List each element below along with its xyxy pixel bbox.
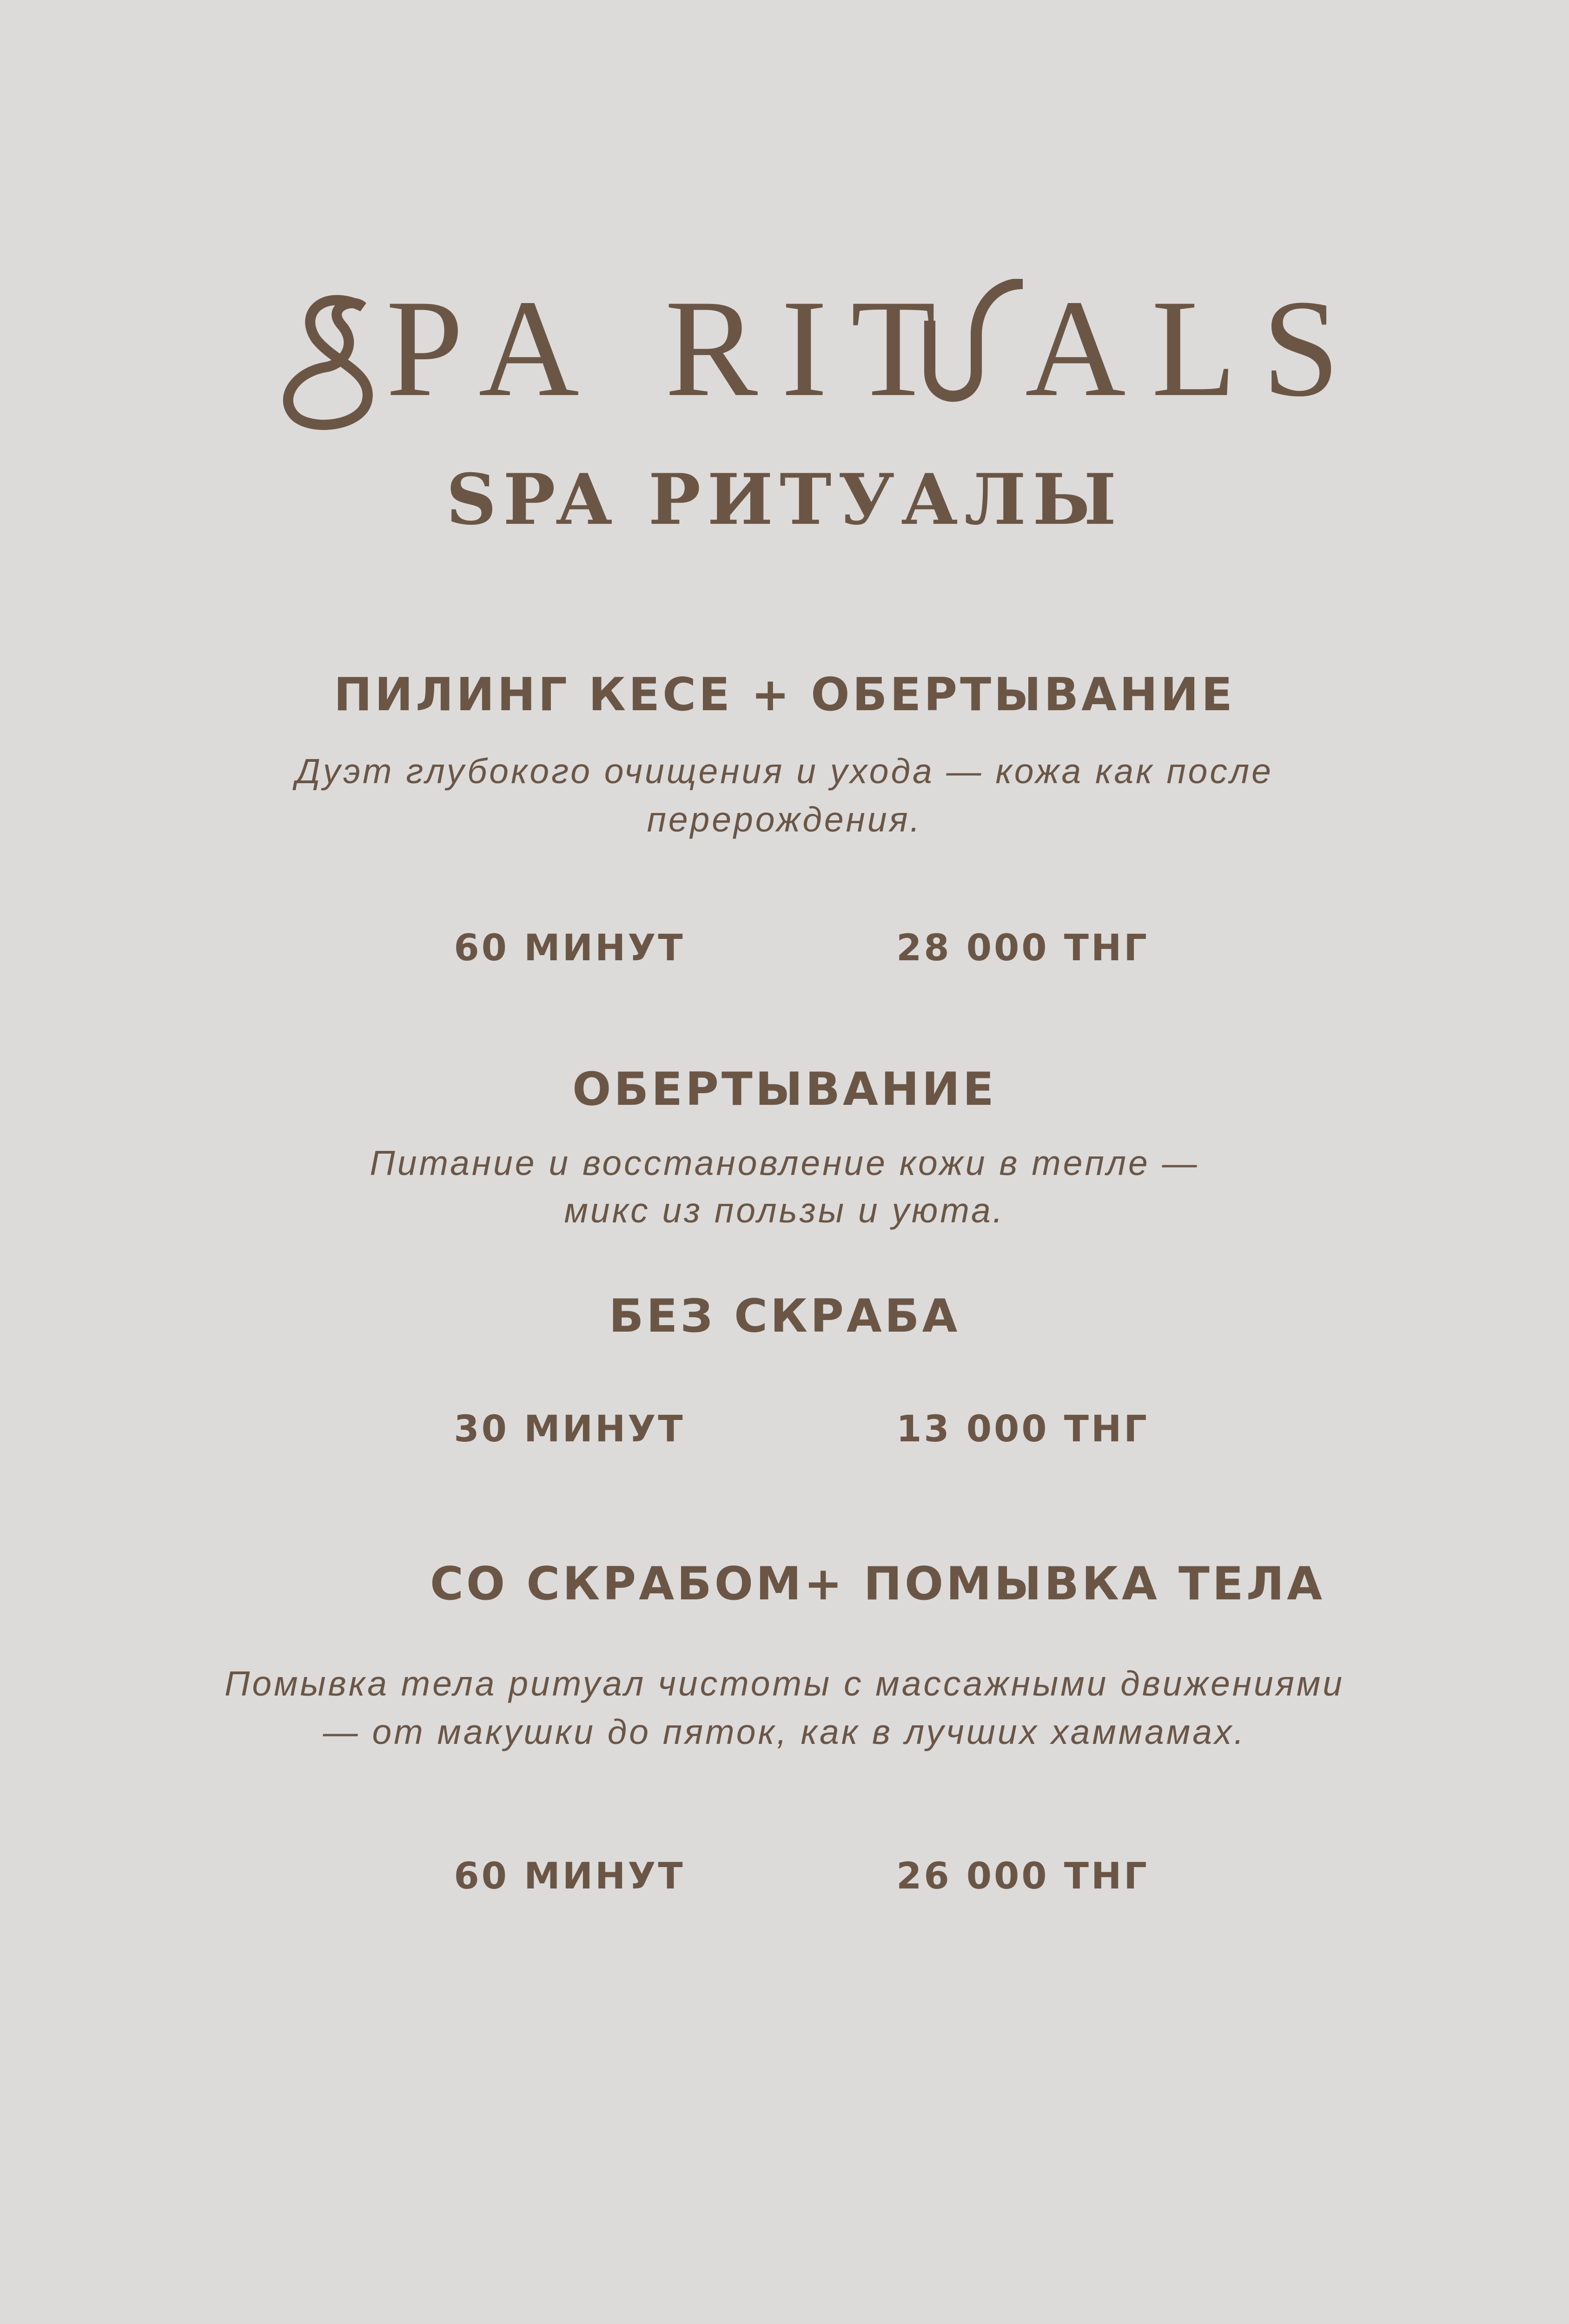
service-description-line: — от макушки до пяток, как в лучших хаммамах.: [323, 1712, 1246, 1751]
service-description-line: Дуэт глубокого очищения и ухода — кожа как после: [296, 752, 1273, 791]
service-duration: 60 МИНУТ: [454, 1855, 685, 1897]
svg-text:ALS: ALS: [1025, 279, 1365, 425]
service-duration: 30 МИНУТ: [454, 1408, 685, 1450]
page-subtitle: SPA РИТУАЛЫ: [446, 459, 1123, 541]
service-title: СО СКРАБОМ+ ПОМЫВКА ТЕЛА: [430, 1558, 1325, 1611]
service-description-line: Питание и восстановление кожи в тепле —: [370, 1143, 1199, 1182]
service-subtitle: БЕЗ СКРАБА: [609, 1290, 960, 1343]
spa-rituals-logo: [0, 279, 1569, 437]
service-title: ПИЛИНГ КЕСЕ + ОБЕРТЫВАНИЕ: [334, 668, 1235, 721]
service-price: 26 000 ТНГ: [896, 1855, 1149, 1897]
service-price: 28 000 ТНГ: [896, 927, 1149, 969]
service-description-line: микс из пользы и уюта.: [564, 1191, 1005, 1230]
service-description-line: перерождения.: [647, 800, 922, 839]
svg-text:RIT: RIT: [665, 279, 960, 425]
service-description-line: Помывка тела ритуал чистоты с массажными движениями: [225, 1664, 1344, 1703]
service-title: ОБЕРТЫВАНИЕ: [572, 1063, 997, 1116]
service-price: 13 000 ТНГ: [896, 1408, 1149, 1450]
service-duration: 60 МИНУТ: [454, 927, 685, 969]
svg-text:PA: PA: [386, 279, 607, 425]
